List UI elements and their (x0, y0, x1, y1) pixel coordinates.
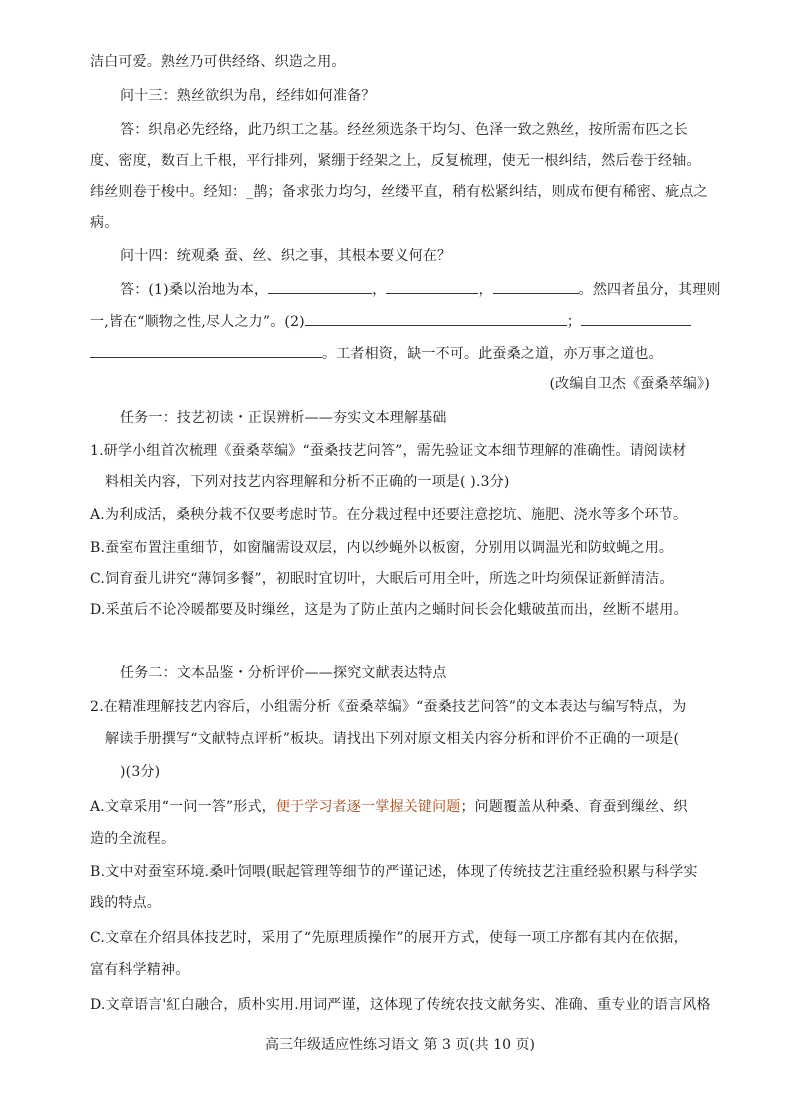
answer-13-line: 病。 (90, 215, 119, 231)
answer-14-text: 答：(1)桑以治地为本， (120, 282, 269, 298)
question-1-stem: 料相关内容，下列对技艺内容理解和分析不正确的一项是( ).3分) (105, 474, 510, 490)
option-1-b: B.蚕室布置注重细节，如窗牖需设双层，内以纱蝇外以板窗，分别用以调温光和防蚊蝇之用。 (90, 540, 674, 556)
task-1-heading: 任务一：技艺初读・正误辨析——夯实文本理解基础 (120, 410, 447, 426)
answer-blank[interactable] (386, 279, 478, 294)
answer-13-line: 答：织帛必先经络，此乃织工之基。经丝须选条干均匀、色泽一致之熟丝，按所需布匹之长 (120, 122, 688, 138)
question-2-stem: 解读手册撰写“文献特点评析”板块。请找出下列对原文相关内容分析和评价不正确的一项是( (105, 731, 680, 747)
question-2-stem: 2.在精准理解技艺内容后，小组需分析《蚕桑萃编》“蚕桑技艺问答”的文本表达与编写特点，为 (90, 699, 687, 715)
question-1-stem: 1.研学小组首次梳理《蚕桑萃编》“蚕桑技艺问答”，需先验证文本细节理解的准确性。请阅读材 (90, 443, 687, 459)
answer-14-line (90, 343, 715, 364)
page-footer: 高三年级适应性练习语文 第 3 页(共 10 页) (265, 1037, 535, 1053)
question-2-stem: )(3分) (120, 764, 161, 780)
answer-13-line: 纬丝则卷于梭中。经知：_鹊；备求张力均匀，丝缕平直，稍有松紧纠结，则成布便有稀密、疵点之 (90, 184, 708, 200)
answer-14-line (90, 311, 715, 332)
answer-14-text: 。然四者虽分，其理则 (578, 282, 721, 298)
answer-14-comma: ， (478, 282, 493, 298)
answer-14-comma: ， (372, 282, 387, 298)
option-2-a-highlight: 便于学习者逐一掌握关键问题 (275, 799, 461, 815)
answer-13-line: 度、密度，数百上千根，平行排列，紧绷于经架之上，反复梳理，使无一根纠结，然后卷于经轴。 (90, 153, 701, 169)
option-2-c: 富有科学精神。 (90, 962, 190, 978)
question-14: 问十四：统观桑 蚕、丝、织之事，其根本要义何在？ (120, 248, 452, 264)
option-2-a-text: ；问题覆盖从种桑、育蚕到缫丝、织 (460, 799, 688, 815)
text-line: 洁白可爱。熟丝乃可供经络、织造之用。 (90, 54, 346, 70)
answer-14-text: 。工者相资，缺一不可。此蚕桑之道，亦万事之道也。 (322, 346, 663, 362)
task-2-heading: 任务二：文本品鉴・分析评价——探究文献表达特点 (120, 665, 447, 681)
option-1-a: A.为利成活，桑秧分栽不仅要考虑时节。在分栽过程中还要注意挖坑、施肥、浇水等多个环节。 (90, 507, 688, 523)
option-2-a-text: A.文章采用“一问一答”形式， (90, 799, 276, 815)
source-citation: (改编自卫杰《蚕桑萃编》) (549, 376, 710, 392)
question-13: 问十三：熟丝欲织为帛，经纬如何准备？ (120, 88, 376, 104)
option-1-c: C.饲育蚕儿讲究“薄饲多餐”，初眠时宜切叶，大眠后可用全叶，所选之叶均须保证新鲜清洁。 (90, 571, 674, 587)
option-2-a (90, 797, 715, 817)
answer-blank[interactable] (90, 343, 322, 358)
answer-blank[interactable] (581, 311, 691, 326)
answer-14-line (120, 279, 745, 300)
answer-14-text: 一,皆在“顺物之性,尽人之力”。(2) (90, 314, 305, 330)
option-2-b: B.文中对蚕室环境.桑叶饲喂(眠起管理等细节的严谨记述，体现了传统技艺注重经验积累与科学实 (90, 864, 698, 880)
option-1-d: D.采茧后不论冷暖都要及时缫丝，这是为了防止茧内之蛹时间长会化蛾破茧而出，丝断不堪用。 (90, 602, 688, 618)
option-2-d: D.文章语言'紅白融合，质朴实用.用词严谨，这体现了传统农技文献务实、准确、重专业的语言风格 (90, 997, 711, 1013)
answer-blank[interactable] (493, 279, 579, 294)
answer-blank[interactable] (305, 311, 567, 326)
option-2-b: 践的特点。 (90, 895, 161, 911)
answer-14-semicolon: ； (566, 314, 582, 330)
option-2-c: C.文章在介绍具体技艺时，采用了“先原理质操作”的展开方式，使每一项工序都有其内在依据， (90, 930, 688, 946)
option-2-a: 造的全流程。 (90, 831, 176, 847)
answer-blank[interactable] (268, 279, 372, 294)
